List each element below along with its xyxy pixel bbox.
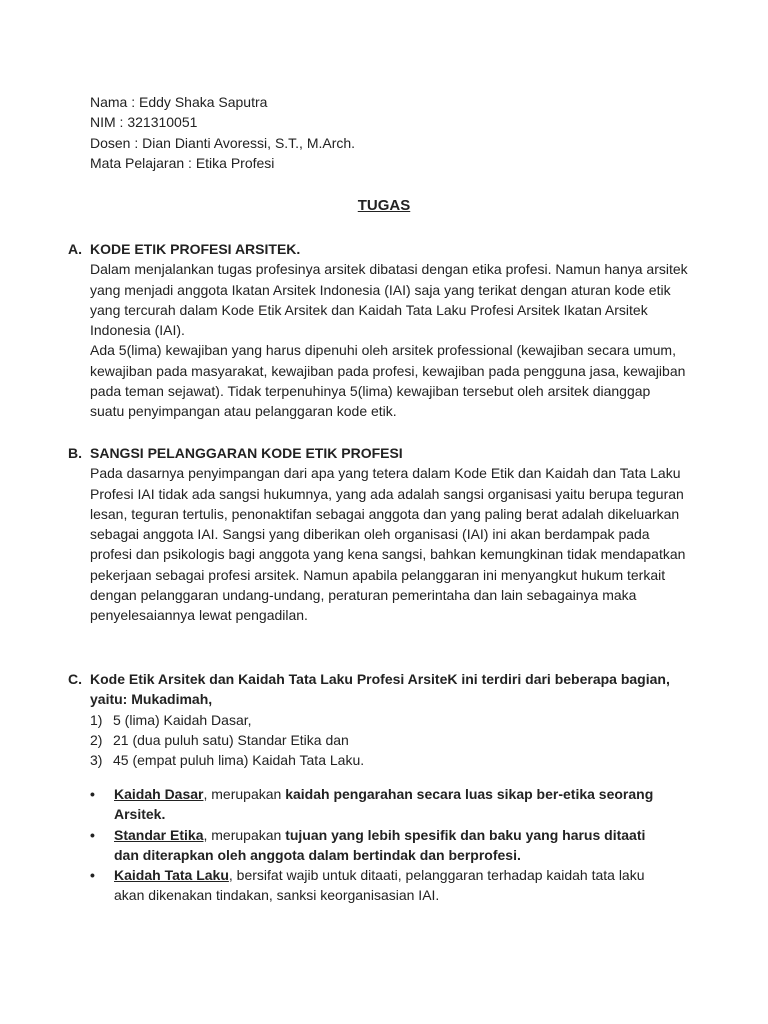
bullet-connector: , merupakan [203,786,286,802]
bullet-connector: , merupakan [203,826,286,843]
section-b-paragraph: Pada dasarnya penyimpangan dari apa yang tetera dalam Kode Etik dan Kaidah dan Tata Laku Profesi IAI tidak ada sangsi hukumnya, yang ada adalah sangsi organisasi yaitu berupa teguran lesan, teguran tertulis, penonaktifan sebagai anggota dan yang paling berat adalah dikeluarkan sebagai anggota IAI. Sangsi yang diberikan oleh organisasi (IAI) ini akan berdampak pada profesi dan psikologis bagi anggota yang kena sangsi, bahkan kemungkinan tidak mendapatkan pekerjaan sebagai profesi arsitek. Namun apabila pelanggaran ini menyangkut hukum terkait dengan pelanggaran undang-undang, peraturan pemerintaha dan lain sebagainya maka penyelesaiannya lewat pengadilan. [90,465,686,624]
bullet-kaidah-dasar [90,784,670,825]
lecturer-name: Dosen : Dian Dianti Avoressi, S.T., M.Arch. [90,134,356,151]
section-c-heading: Kode Etik Arsitek dan Kaidah Tata Laku Profesi ArsiteK ini terdiri dari beberapa bagian, yaitu: Mukadimah, [90,671,670,708]
section-c [68,669,688,770]
student-info [90,92,690,173]
list-item-text: 45 (empat puluh lima) Kaidah Tata Laku. [113,752,365,769]
bullet-term: Kaidah Dasar [114,786,204,802]
section-b [68,443,688,626]
bullet-dot: • [90,867,95,884]
list-marker: 3) [90,752,103,769]
list-item-text: 21 (dua puluh satu) Standar Etika dan [113,731,349,748]
student-name: Nama : Eddy Shaka Saputra [90,94,268,110]
bullet-kaidah-tata-laku [90,865,670,906]
section-a-heading: KODE ETIK PROFESI ARSITEK. [90,241,301,257]
definition-bullets [90,784,670,906]
bullet-term: Kaidah Tata Laku [114,867,229,884]
bullet-bold-text: tujuan yang lebih spesifik dan baku yang harus ditaati dan diterapkan oleh anggota dalam bertindak dan berprofesi. [114,826,646,863]
list-marker: 2) [90,731,103,748]
bullet-term: Standar Etika [114,826,204,843]
section-a-paragraph-1: Dalam menjalankan tugas profesinya arsitek dibatasi dengan etika profesi. Namun hanya arsitek yang menjadi anggota Ikatan Arsitek Indonesia (IAI) saja yang terikat dengan aturan kode etik yang tercurah dalam Kode Etik Arsitek dan Kaidah Tata Laku Profesi Arsitek Ikatan Arsitek Indonesia (IAI). [90,261,688,339]
section-b-letter: B. [68,445,82,461]
section-b-heading: SANGSI PELANGGARAN KODE ETIK PROFESI [90,445,403,461]
list-item [90,730,688,750]
section-a-paragraph-2: Ada 5(lima) kewajiban yang harus dipenuhi oleh arsitek professional (kewajiban secara umum, kewajiban pada masyarakat, kewajiban pada profesi, kewajiban pada pengguna jasa, kewajiban pada teman sejawat). Tidak terpenuhinya 5(lima) kewajiban tersebut oleh arsitek dianggap suatu penyimpangan atau pelanggaran kode etik. [90,342,686,420]
bullet-dot: • [90,826,95,843]
document-title: TUGAS [357,197,411,214]
bullet-standar-etika [90,825,670,866]
list-item [90,710,688,730]
list-marker: 1) [90,711,103,728]
bullet-bold-text: kaidah pengarahan secara luas sikap ber-etika seorang Arsitek. [114,786,654,823]
course-name: Mata Pelajaran : Etika Profesi [90,154,275,171]
section-c-letter: C. [68,671,82,687]
list-item-text: 5 (lima) Kaidah Dasar, [113,711,252,728]
student-nim: NIM : 321310051 [90,114,198,131]
list-item [90,750,688,770]
bullet-dot: • [90,786,95,802]
section-c-list [90,710,688,771]
bullet-connector: , bersifat wajib untuk ditaati, pelanggaran terhadap kaidah tata laku akan dikenakan tindakan, sanksi keorganisasian IAI. [114,867,645,904]
section-a-letter: A. [68,241,82,257]
section-a [68,239,688,422]
